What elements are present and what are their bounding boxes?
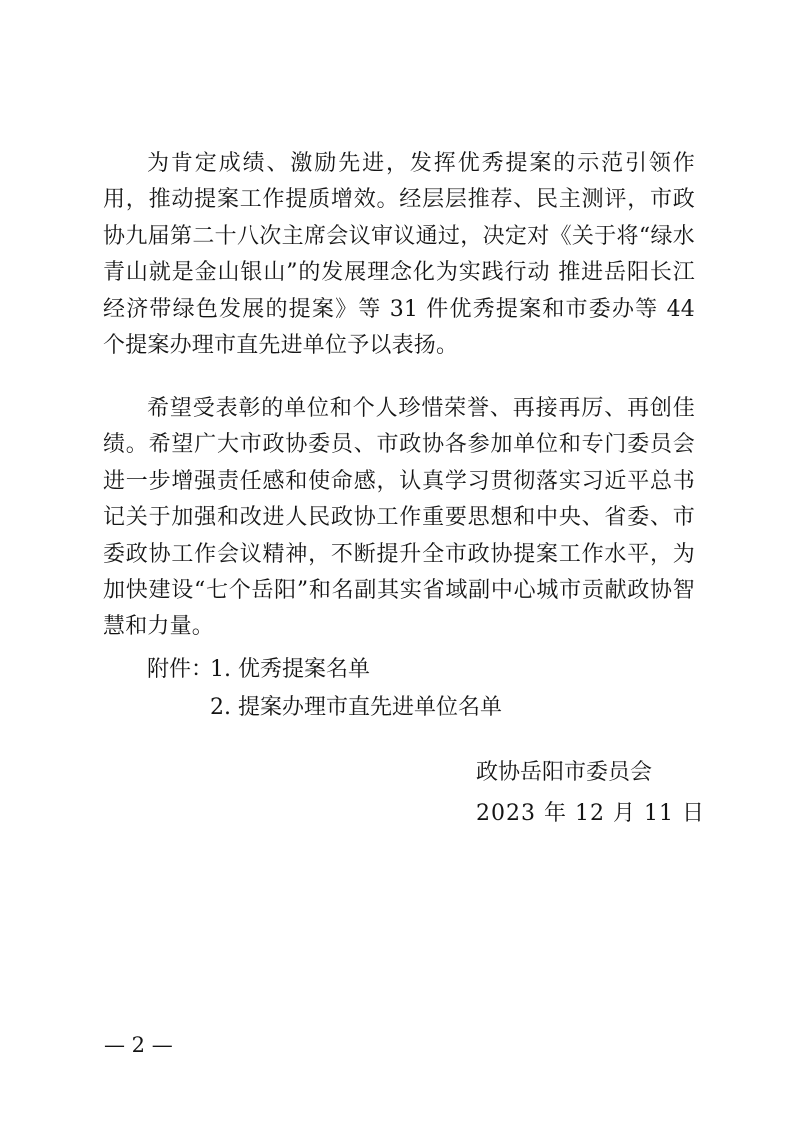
- body-paragraph-commendation: 为肯定成绩、激励先进，发挥优秀提案的示范引领作用，推动提案工作提质增效。经层层推荐、民主测评，市政协九届第二十八次主席会议审议通过，决定对《关于将“绿水青山就是金山银山”的发展理念化为实践行动 推进岳阳长江经济带绿色发展的提案》等 31 件优秀提案和市委办等 44 个提案办理市直先进单位予以表扬。: [103, 151, 695, 359]
- signature-date: 2023 年 12 月 11 日: [476, 801, 705, 826]
- attachment-item: 2. 提案办理市直先进单位名单: [210, 695, 502, 720]
- signature-organization: 政协岳阳市委员会: [476, 760, 653, 785]
- attachment-item: 1. 优秀提案名单: [210, 657, 370, 682]
- attachments-label: 附件：: [147, 657, 214, 682]
- page-number: — 2 —: [104, 1033, 173, 1057]
- body-paragraph-expectation: 希望受表彰的单位和个人珍惜荣誉、再接再厉、再创佳绩。希望广大市政协委员、市政协各参加单位和专门委员会进一步增强责任感和使命感，认真学习贯彻落实习近平总书记关于加强和改进人民政协工作重要思想和中央、省委、市委政协工作会议精神，不断提升全市政协提案工作水平，为加快建设“七个岳阳”和名副其实省域副中心城市贡献政协智慧和力量。: [103, 396, 695, 640]
